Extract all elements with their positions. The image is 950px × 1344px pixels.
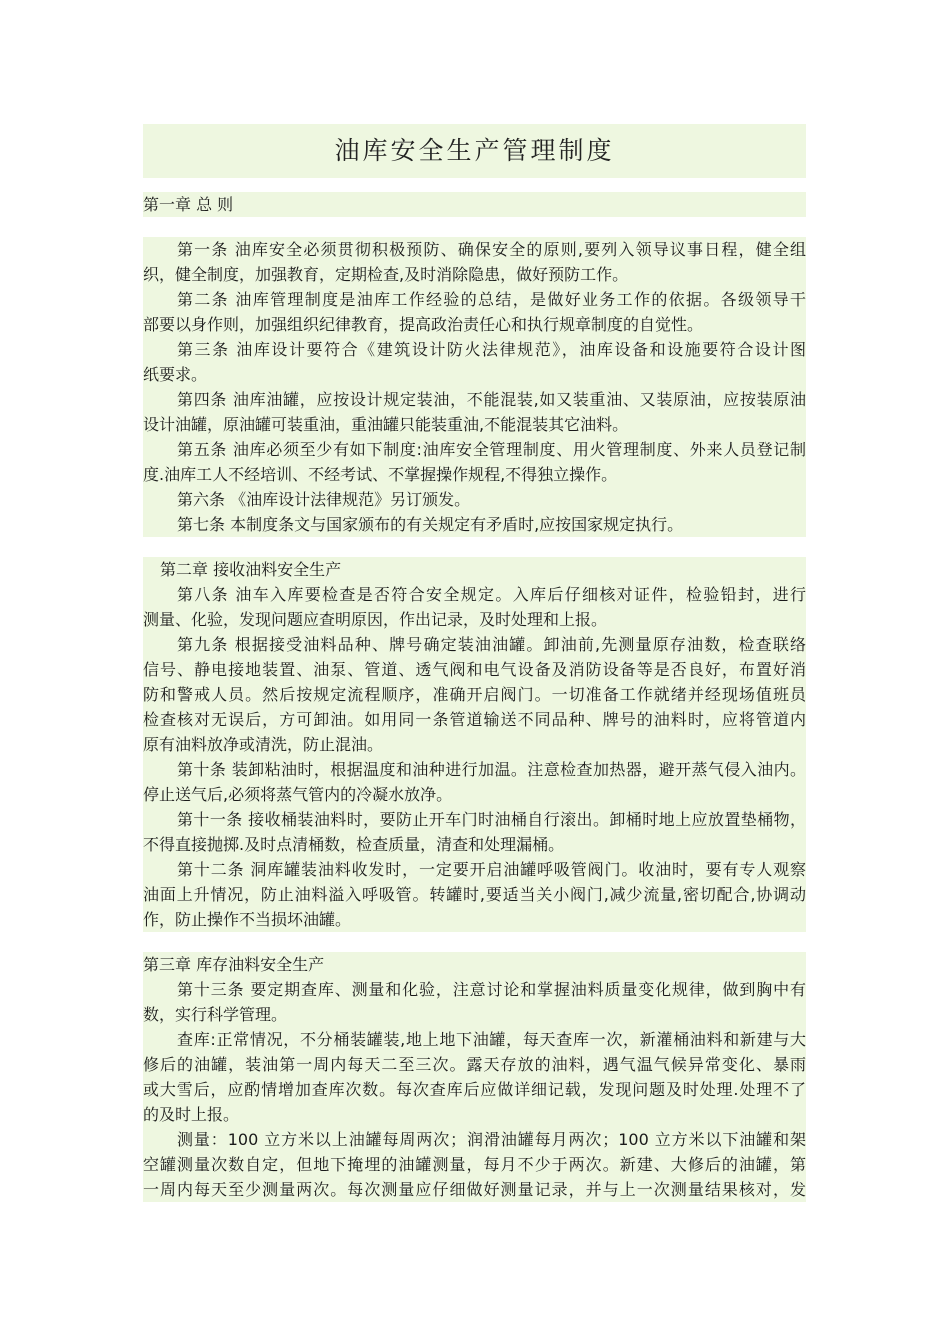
article-7: 第七条 本制度条文与国家颁布的有关规定有矛盾时,应按国家规定执行。 [143, 512, 806, 537]
article-2-line-1: 第二条 油库管理制度是油库工作经验的总结，是做好业务工作的依据。各级领导干 [143, 287, 806, 312]
article-3-line-1: 第三条 油库设计要符合《建筑设计防火法律规范》，油库设备和设施要符合设计图 [143, 337, 806, 362]
paragraph-inspection-line-2: 修后的油罐，装油第一周内每天二至三次。露天存放的油料，遇气温气候异常变化、暴雨 [143, 1052, 806, 1077]
article-10-line-1: 第十条 装卸粘油时，根据温度和油种进行加温。注意检查加热器，避开蒸气侵入油内。 [143, 757, 806, 782]
article-8 [143, 582, 806, 632]
article-1-line-2: 织，健全制度，加强教育，定期检查,及时消除隐患，做好预防工作。 [143, 262, 806, 287]
paragraph-inspection-line-4: 的及时上报。 [143, 1102, 806, 1127]
paragraph-inspection-line-1: 查库:正常情况，不分桶装罐装,地上地下油罐，每天查库一次，新灌桶油料和新建与大 [143, 1027, 806, 1052]
article-9-line-2: 信号、静电接地装置、油泵、管道、透气阀和电气设备及消防设备等是否良好，布置好消 [143, 657, 806, 682]
paragraph-measurement-line-2: 空罐测量次数自定，但地下掩埋的油罐测量，每月不少于两次。新建、大修后的油罐，第 [143, 1152, 806, 1177]
article-9-line-1: 第九条 根据接受油料品种、牌号确定装油油罐。卸油前,先测量原存油数，检查联络 [143, 632, 806, 657]
article-10 [143, 757, 806, 807]
article-4-line-2: 设计油罐，原油罐可装重油，重油罐只能装重油,不能混装其它油料。 [143, 412, 806, 437]
article-13-line-2: 数，实行科学管理。 [143, 1002, 806, 1027]
article-9 [143, 632, 806, 757]
article-11-line-1: 第十一条 接收桶装油料时，要防止开车门时油桶自行滚出。卸桶时地上应放置垫桶物， [143, 807, 806, 832]
article-2 [143, 287, 806, 337]
paragraph-inspection-line-3: 或大雪后，应酌情增加查库次数。每次查库后应做详细记载，发现问题及时处理.处理不了 [143, 1077, 806, 1102]
paragraph-measurement [143, 1127, 806, 1202]
article-8-line-1: 第八条 油车入库要检查是否符合安全规定。入库后仔细核对证件，检验铅封，进行 [143, 582, 806, 607]
article-4-line-1: 第四条 油库油罐，应按设计规定装油，不能混装,如又装重油、又装原油，应按装原油 [143, 387, 806, 412]
article-11-line-2: 不得直接抛掷.及时点清桶数，检查质量，清查和处理漏桶。 [143, 832, 806, 857]
article-3-line-2: 纸要求。 [143, 362, 806, 387]
article-11 [143, 807, 806, 857]
article-2-line-2: 部要以身作则，加强组织纪律教育，提高政治责任心和执行规章制度的自觉性。 [143, 312, 806, 337]
article-5 [143, 437, 806, 487]
article-10-line-2: 停止送气后,必须将蒸气管内的冷凝水放净。 [143, 782, 806, 807]
chapter-2-heading: 第二章 接收油料安全生产 [143, 557, 806, 582]
paragraph-measurement-line-1: 测量：100 立方米以上油罐每周两次；润滑油罐每月两次；100 立方米以下油罐和架 [143, 1127, 806, 1152]
article-12-line-3: 作，防止操作不当损坏油罐。 [143, 907, 806, 932]
paragraph-inspection [143, 1027, 806, 1127]
article-13 [143, 977, 806, 1027]
document-title: 油库安全生产管理制度 [143, 124, 806, 178]
article-12 [143, 857, 806, 932]
article-5-line-2: 度.油库工人不经培训、不经考试、不掌握操作规程,不得独立操作。 [143, 462, 806, 487]
article-12-line-1: 第十二条 洞库罐装油料收发时，一定要开启油罐呼吸管阀门。收油时，要有专人观察 [143, 857, 806, 882]
article-1 [143, 237, 806, 287]
document-page [143, 124, 806, 1202]
article-9-line-4: 检查核对无误后，方可卸油。如用同一条管道输送不同品种、牌号的油料时，应将管道内 [143, 707, 806, 732]
paragraph-measurement-line-3: 一周内每天至少测量两次。每次测量应仔细做好测量记录，并与上一次测量结果核对，发 [143, 1177, 806, 1202]
article-6: 第六条 《油库设计法律规范》另订颁发。 [143, 487, 806, 512]
article-12-line-2: 油面上升情况，防止油料溢入呼吸管。转罐时,要适当关小阀门,减少流量,密切配合,协调动 [143, 882, 806, 907]
article-1-line-1: 第一条 油库安全必须贯彻积极预防、确保安全的原则,要列入领导议事日程，健全组 [143, 237, 806, 262]
article-9-line-3: 防和警戒人员。然后按规定流程顺序，准确开启阀门。一切准备工作就绪并经现场值班员 [143, 682, 806, 707]
article-4 [143, 387, 806, 437]
chapter-3-heading: 第三章 库存油料安全生产 [143, 952, 806, 977]
article-3 [143, 337, 806, 387]
article-9-line-5: 原有油料放净或清洗，防止混油。 [143, 732, 806, 757]
chapter-1-heading: 第一章 总 则 [143, 192, 806, 217]
article-8-line-2: 测量、化验，发现问题应查明原因，作出记录，及时处理和上报。 [143, 607, 806, 632]
article-13-line-1: 第十三条 要定期查库、测量和化验，注意讨论和掌握油料质量变化规律，做到胸中有 [143, 977, 806, 1002]
article-5-line-1: 第五条 油库必须至少有如下制度:油库安全管理制度、用火管理制度、外来人员登记制 [143, 437, 806, 462]
